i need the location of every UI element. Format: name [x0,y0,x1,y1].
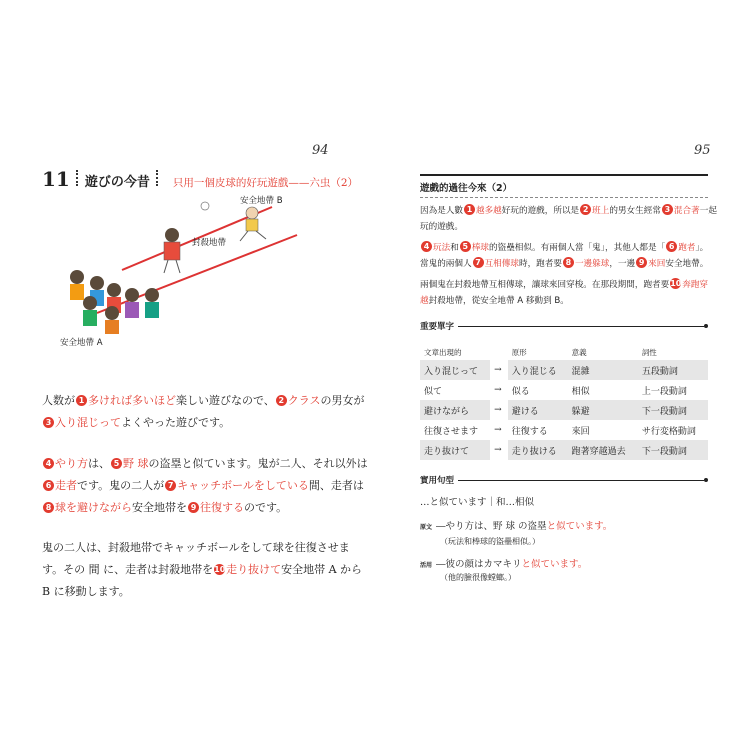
col-pos: 詞性 [641,348,657,357]
title-japanese: 遊びの今昔 [84,175,150,190]
vocab-row: 入り混じって → 入り混じる 混雜 五段動詞 [420,360,708,380]
right-section-title: 遊戲的過往今來（2） [420,183,513,194]
example-applied-translation: （他的臉很像螳螂。） [440,573,516,582]
vocab-row: 似て → 似る 相似 上一段動詞 [424,385,687,397]
title-bottom-rule [420,197,708,198]
example-original-translation: （玩法和棒球的盜壘相似。） [440,537,540,546]
col-base: 原形 [511,348,527,357]
label-block-zone: 封殺地帶 [192,238,227,248]
label-safe-zone-b: 安全地帶 B [240,196,283,206]
title-divider-2 [156,170,159,186]
paragraph-1: 人数が 1 多ければ多いほど楽しい遊びなので、 2 クラスの男女が 3 入り混じってよくやった遊びです。 [42,394,365,429]
example-original: 原文 ―やり方は、野 球 の盗塁と似ています。 [420,521,613,532]
vocab-header: 重要單字 [420,320,708,332]
title-top-rule [420,174,708,176]
page-number-right: 95 [694,143,711,158]
label-safe-zone-a: 安全地帶 A [60,338,103,348]
vocab-row: 往復させます → 往復する 來回 サ行変格動詞 [424,425,696,437]
col-meaning: 意義 [571,348,587,357]
pattern-header: 實用句型 [420,474,708,486]
vocab-table [420,345,708,460]
col-text: 文章出現的 [424,348,462,357]
children-group [70,270,159,334]
paragraph-3: 鬼の二人は、封殺地帯でキャッチボールをして球を往復させま す。その 間 に、走者は封殺地帯を10走り抜けて安全地帯 A から B に移動します。 [42,541,363,598]
sentence-pattern: …と似ています｜和…相似 [420,497,535,508]
page-number-left: 94 [312,143,329,158]
translation-paragraph-3: 兩個鬼在封殺地帶互相傳球，讓球來回穿梭。在那段期間，跑者要10奔跑穿 越封殺地帶，從安全地帶 A 移動到 B。 [420,279,709,306]
paragraph-2: 4 やり方は、 5 野 球の盗塁と似ています。鬼が二人、それ以外は 6 走者です。鬼の二人が 7 キャッチボールをしている間、走者は 8 球を避けながら安全地帯を 9 往復するのです。 [42,453,342,519]
title-divider [76,170,79,186]
section-number: 11 [42,167,70,191]
translation-paragraph-2: 4 玩法和 5 棒球的盜壘相似。有兩個人當「鬼」，其他人都是「 6 跑者」。 當鬼的兩個人 7 互相傳球時，跑者要 8 一邊躲球，一邊 9 來回安全地帶。 [420,242,709,269]
translation-paragraph-1: 因為是人數 1 越多越好玩的遊戲，所以是 2 班上的男女生經常 3 混合著一起 玩的遊戲。 [420,205,717,232]
vocab-row: 走り抜けて → 走り抜ける 跑著穿越過去 下一段動詞 [420,440,708,460]
example-applied: 活用 ―彼の顔はカマキリと似ています。 [420,559,588,570]
children-game-illustration [42,195,332,360]
section-title [42,167,358,191]
title-chinese: 只用一個皮球的好玩遊戲——六虫（2） [172,177,359,189]
vocab-row: 避けながら → 避ける 躲避 下一段動詞 [420,400,708,420]
